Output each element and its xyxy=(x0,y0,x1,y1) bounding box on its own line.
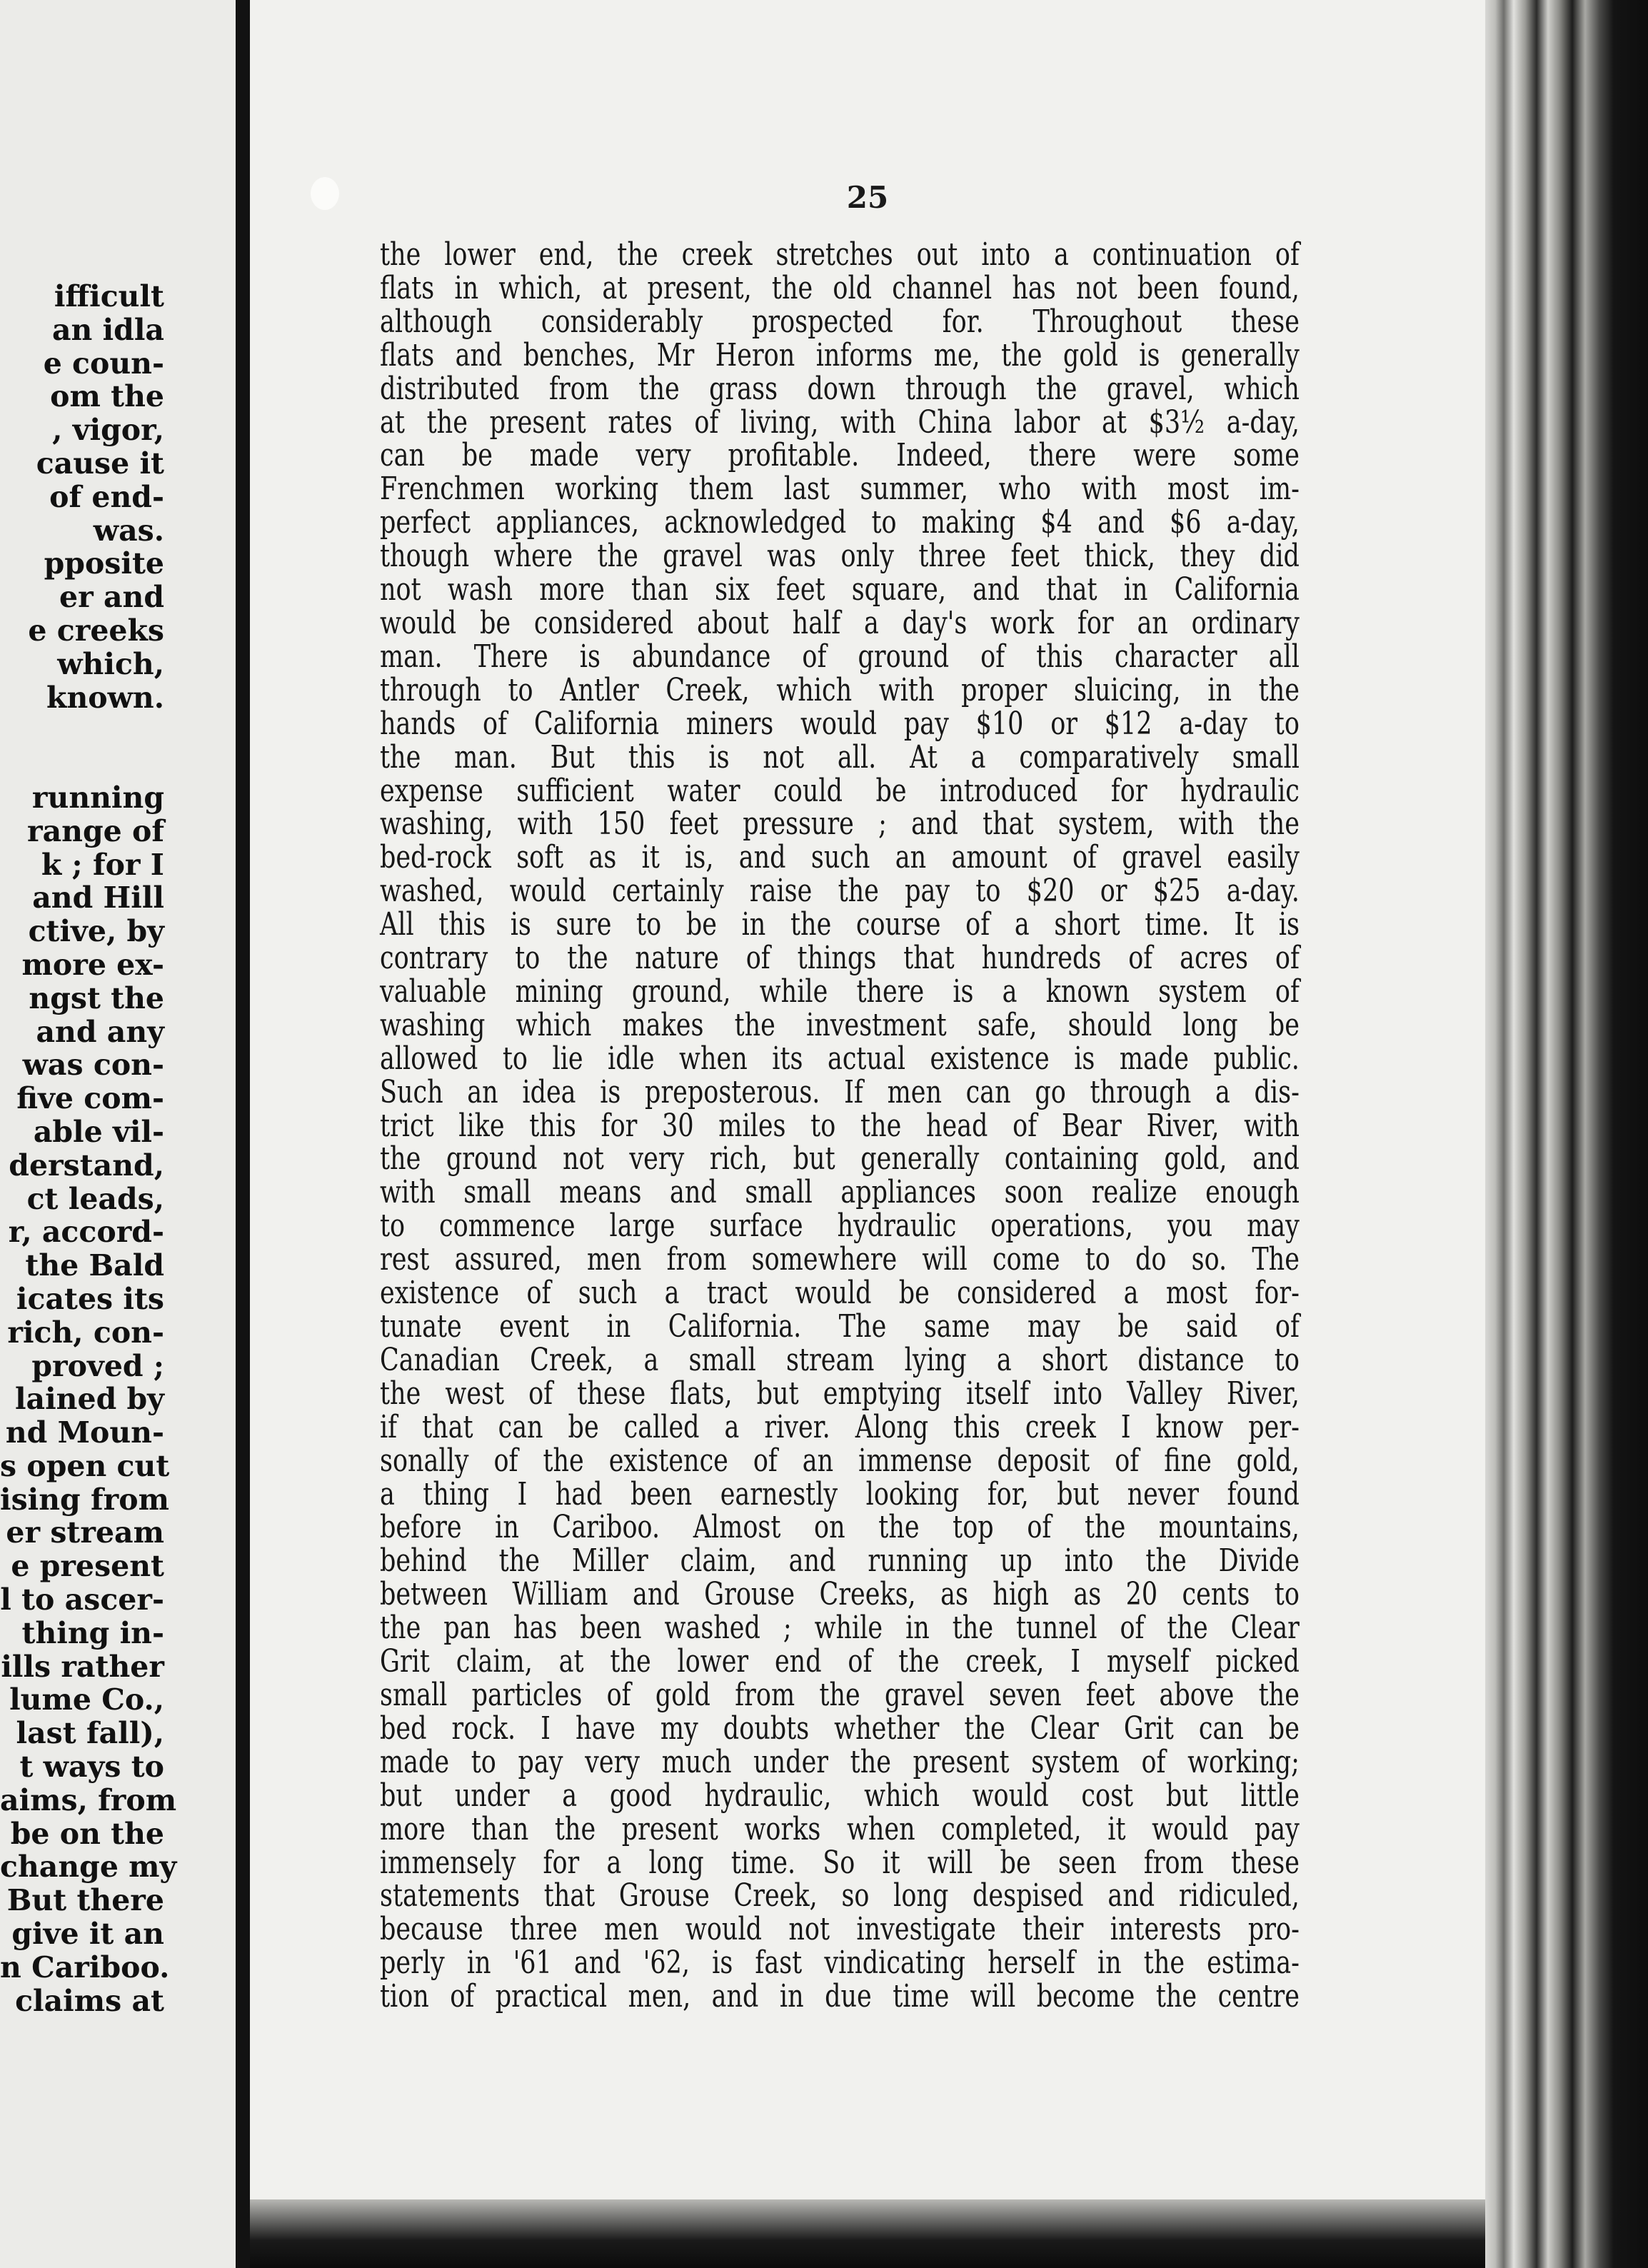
body-text-line: valuable mining ground, while there is a known system of xyxy=(380,973,1300,1010)
left-page-line: ills rather xyxy=(1,1649,164,1684)
left-page-line: of end- xyxy=(49,479,164,514)
body-text-line: perly in '61 and '62, is fast vindicating herself in the estima- xyxy=(380,1945,1300,1982)
left-page-line: ifficult xyxy=(54,279,164,313)
left-page-line: the Bald xyxy=(25,1248,164,1283)
body-text-line: if that can be called a river. Along this creek I know per- xyxy=(380,1408,1300,1445)
left-page-line: ctive, by xyxy=(28,914,164,949)
body-text-line: perfect appliances, acknowledged to making $4 and $6 a-day, xyxy=(380,504,1300,541)
left-page-line: last fall), xyxy=(16,1716,164,1751)
body-text-line: washed, would certainly raise the pay to $20 or $25 a-day. xyxy=(380,873,1300,910)
body-text-line: would be considered about half a day's work for an ordinary xyxy=(380,604,1300,641)
body-text-line: through to Antler Creek, which with proper sluicing, in the xyxy=(380,671,1300,708)
body-text-line: allowed to lie idle when its actual existence is made public. xyxy=(380,1040,1300,1077)
left-page-line: n Cariboo. xyxy=(0,1950,170,1985)
left-page-line: ct leads, xyxy=(26,1181,164,1216)
left-page-line: able vil- xyxy=(33,1114,164,1149)
left-page-line: thing in- xyxy=(21,1615,164,1650)
left-page-line: pposite xyxy=(44,546,164,581)
body-text-line: the lower end, the creek stretches out into a continuation of xyxy=(380,236,1300,273)
left-page-line: lained by xyxy=(14,1382,164,1417)
left-page-line: which, xyxy=(57,646,164,681)
body-text-line: between William and Grouse Creeks, as high as 20 cents to xyxy=(380,1576,1300,1613)
left-page-line: more ex- xyxy=(21,947,164,982)
left-page-line: icates its xyxy=(16,1281,164,1316)
body-text-line: man. There is abundance of ground of this character all xyxy=(380,638,1300,675)
body-text-line: expense sufficient water could be introduced for hydraulic xyxy=(380,772,1300,809)
left-page-line: was con- xyxy=(22,1048,164,1083)
body-text-line: the west of these flats, but emptying itself into Valley River, xyxy=(380,1375,1300,1412)
body-text-line: bed rock. I have my doubts whether the Clear Grit can be xyxy=(380,1710,1300,1747)
body-text-line: washing which makes the investment safe, should long be xyxy=(380,1006,1300,1043)
body-text-line: Frenchmen working them last summer, who with most im- xyxy=(380,471,1300,508)
body-text-line: with small means and small appliances soon realize enough xyxy=(380,1174,1300,1211)
body-text-line: sonally of the existence of an immense deposit of fine gold, xyxy=(380,1442,1300,1479)
body-text-line: because three men would not investigate their interests pro- xyxy=(380,1911,1300,1948)
body-text-line: the pan has been washed ; while in the tunnel of the Clear xyxy=(380,1610,1300,1647)
page-bottom-shadow xyxy=(250,2199,1485,2268)
body-text-line: can be made very profitable. Indeed, there were some xyxy=(380,437,1300,474)
left-page-line: e creeks xyxy=(28,613,164,648)
book-gutter xyxy=(236,0,250,2268)
body-text-line: existence of such a tract would be considered a most for- xyxy=(380,1275,1300,1312)
left-page-line: proved ; xyxy=(31,1348,164,1383)
left-page-line: r, accord- xyxy=(8,1215,164,1250)
body-text-line: statements that Grouse Creek, so long despised and ridiculed, xyxy=(380,1877,1300,1915)
body-text-line: the ground not very rich, but generally containing gold, and xyxy=(380,1140,1300,1178)
left-page-line: lume Co., xyxy=(9,1682,164,1717)
left-page-line: five com- xyxy=(16,1081,164,1116)
body-text xyxy=(380,236,1300,2015)
body-text-line: washing, with 150 feet pressure ; and that system, with the xyxy=(380,806,1300,843)
body-text-line: though where the gravel was only three feet thick, they did xyxy=(380,538,1300,575)
left-page-line: range of xyxy=(27,813,164,848)
body-text-line: at the present rates of living, with China labor at $3½ a-day, xyxy=(380,403,1300,441)
left-page-line: claims at xyxy=(15,1983,164,2018)
right-page xyxy=(250,0,1485,2202)
body-text-line: but under a good hydraulic, which would cost but little xyxy=(380,1777,1300,1814)
left-page-line: om the xyxy=(50,379,164,414)
left-page-line: But there xyxy=(6,1883,164,1918)
left-page-line: er stream xyxy=(6,1515,164,1550)
body-text-line: trict like this for 30 miles to the head of Bear River, with xyxy=(380,1107,1300,1144)
body-text-line: although considerably prospected for. Throughout these xyxy=(380,303,1300,340)
body-text-line: contrary to the nature of things that hundreds of acres of xyxy=(380,940,1300,977)
left-page-line: aims, from xyxy=(0,1782,177,1817)
left-page-line: be on the xyxy=(10,1816,164,1851)
left-page-line: k ; for I xyxy=(41,847,164,882)
left-page-line: , vigor, xyxy=(52,413,164,448)
body-text-line: distributed from the grass down through the gravel, which xyxy=(380,370,1300,407)
body-text-line: more than the present works when completed, it would pay xyxy=(380,1810,1300,1847)
left-page-line: an idla xyxy=(51,312,164,347)
left-page-line: e coun- xyxy=(43,346,164,381)
body-text-line: rest assured, men from somewhere will come to do so. The xyxy=(380,1241,1300,1278)
left-page-line: derstand, xyxy=(9,1148,164,1183)
left-page-line: ngst the xyxy=(29,980,164,1015)
body-text-line: tunate event in California. The same may be said of xyxy=(380,1308,1300,1345)
page-edges xyxy=(1485,0,1648,2268)
body-text-line: Grit claim, at the lower end of the creek, I myself picked xyxy=(380,1643,1300,1680)
left-page-line: give it an xyxy=(11,1917,164,1952)
body-text-line: behind the Miller claim, and running up into the Divide xyxy=(380,1542,1300,1580)
page-number: 25 xyxy=(846,180,889,215)
body-text-line: Canadian Creek, a small stream lying a short distance to xyxy=(380,1341,1300,1378)
left-page-line: e present xyxy=(11,1549,164,1584)
left-page-line: change my xyxy=(0,1850,177,1885)
body-text-line: made to pay very much under the present system of working; xyxy=(380,1743,1300,1780)
left-page-line: was. xyxy=(93,513,164,548)
left-page-line: er and xyxy=(59,580,164,615)
body-text-line: immensely for a long time. So it will be seen from these xyxy=(380,1844,1300,1881)
left-facing-page xyxy=(0,0,240,2268)
left-page-line: s open cut xyxy=(0,1448,170,1483)
body-text-line: small particles of gold from the gravel seven feet above the xyxy=(380,1676,1300,1713)
body-text-line: tion of practical men, and in due time will become the centre xyxy=(380,1978,1300,2015)
left-page-text-fragments xyxy=(0,279,177,2018)
left-page-line: and Hill xyxy=(32,880,164,915)
left-page-line: rich, con- xyxy=(7,1315,164,1350)
left-page-line: known. xyxy=(46,680,164,715)
body-text-line: bed-rock soft as it is, and such an amount of gravel easily xyxy=(380,839,1300,876)
left-page-line: and any xyxy=(36,1014,164,1049)
body-text-line: a thing I had been earnestly looking for, but never found xyxy=(380,1475,1300,1512)
body-text-line: All this is sure to be in the course of a short time. It is xyxy=(380,906,1300,943)
body-text-line: to commence large surface hydraulic operations, you may xyxy=(380,1208,1300,1245)
body-text-line: Such an idea is preposterous. If men can go through a dis- xyxy=(380,1073,1300,1110)
body-text-line: the man. But this is not all. At a comparatively small xyxy=(380,738,1300,776)
left-page-line xyxy=(0,748,164,781)
left-page-line: running xyxy=(31,780,164,815)
left-page-line: t ways to xyxy=(19,1750,164,1785)
body-text-line: before in Cariboo. Almost on the top of the mountains, xyxy=(380,1509,1300,1546)
left-page-line: cause it xyxy=(36,446,164,481)
body-text-line: hands of California miners would pay $10 or $12 a-day to xyxy=(380,705,1300,742)
left-page-line: l to ascer- xyxy=(0,1582,164,1617)
body-text-line: flats in which, at present, the old channel has not been found, xyxy=(380,269,1300,306)
left-page-line: ising from xyxy=(0,1482,169,1517)
body-text-line: not wash more than six feet square, and that in California xyxy=(380,571,1300,608)
body-text-line: flats and benches, Mr Heron informs me, the gold is generally xyxy=(380,336,1300,373)
left-page-line xyxy=(0,714,164,748)
left-page-line: nd Moun- xyxy=(5,1415,164,1450)
